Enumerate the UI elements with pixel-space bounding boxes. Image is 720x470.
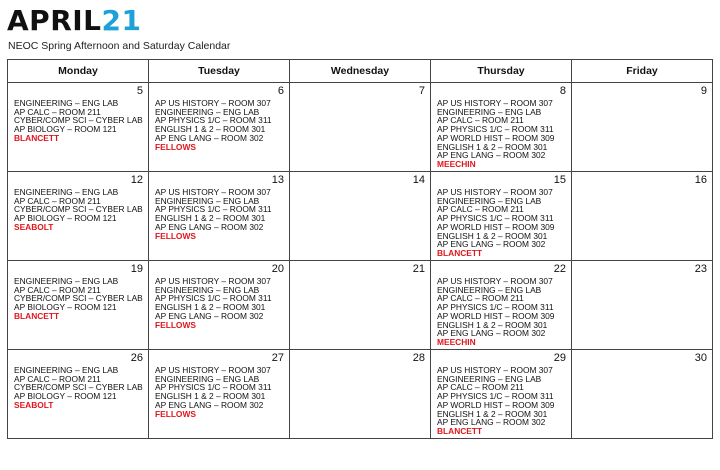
- class-entry: AP PHYSICS 1/C – ROOM 311: [437, 303, 554, 312]
- day-number: 6: [277, 85, 284, 97]
- class-entry: AP ENG LANG – ROOM 302: [155, 222, 264, 232]
- calendar-day-cell: [431, 350, 572, 439]
- teacher-name: FELLOWS: [155, 320, 196, 330]
- class-entry: AP US HISTORY – ROOM 307: [155, 277, 271, 286]
- class-entry: AP PHYSICS 1/C – ROOM 311: [437, 392, 554, 401]
- class-entry: AP US HISTORY – ROOM 307: [155, 366, 271, 375]
- calendar-day-cell: [8, 350, 149, 439]
- class-entry: AP CALC – ROOM 211: [437, 383, 524, 393]
- weekday-header: Wednesday: [290, 60, 431, 83]
- class-entry: AP US HISTORY – ROOM 307: [155, 99, 271, 108]
- teacher-name: SEABOLT: [14, 400, 54, 410]
- calendar-day-cell: [149, 350, 290, 439]
- class-entry: AP US HISTORY – ROOM 307: [155, 188, 271, 197]
- teacher-name: BLANCETT: [14, 133, 60, 143]
- teacher-name: MEECHIN: [437, 159, 476, 169]
- class-entry: AP WORLD HIST – ROOM 309: [437, 133, 555, 143]
- class-list: [14, 188, 146, 232]
- class-entry: AP ENG LANG – ROOM 302: [155, 400, 264, 410]
- class-entry: ENGINEERING – ENG LAB: [14, 99, 119, 108]
- calendar-week-row: [8, 261, 713, 350]
- class-list: [155, 366, 287, 418]
- day-number: 8: [559, 85, 566, 97]
- day-number: 7: [418, 85, 425, 97]
- class-entry: ENGINEERING – ENG LAB: [14, 366, 119, 375]
- class-list: [14, 277, 146, 321]
- day-number: 29: [553, 352, 566, 364]
- class-entry: ENGINEERING – ENG LAB: [437, 285, 542, 295]
- class-entry: AP WORLD HIST – ROOM 309: [437, 222, 555, 232]
- day-number: 9: [700, 85, 707, 97]
- calendar-day-cell: [290, 83, 431, 172]
- calendar-week-row: [8, 350, 713, 439]
- class-entry: AP CALC – ROOM 211: [14, 374, 101, 384]
- teacher-name: BLANCETT: [437, 426, 483, 436]
- class-entry: ENGINEERING – ENG LAB: [155, 196, 260, 206]
- day-number: 19: [130, 263, 143, 275]
- page-title: [7, 4, 141, 38]
- class-entry: AP CALC – ROOM 211: [437, 294, 524, 304]
- class-entry: AP ENG LANG – ROOM 302: [155, 311, 264, 321]
- class-entry: AP CALC – ROOM 211: [437, 116, 524, 126]
- class-entry: CYBER/COMP SCI – CYBER LAB: [14, 383, 143, 393]
- class-entry: AP ENG LANG – ROOM 302: [437, 329, 546, 338]
- calendar-body: [8, 83, 713, 439]
- class-entry: AP BIOLOGY – ROOM 121: [14, 303, 117, 312]
- day-number: 21: [412, 263, 425, 275]
- calendar-day-cell: [149, 83, 290, 172]
- day-number: 23: [694, 263, 707, 275]
- class-entry: ENGLISH 1 & 2 – ROOM 301: [155, 125, 266, 134]
- class-entry: ENGLISH 1 & 2 – ROOM 301: [437, 231, 548, 241]
- class-entry: AP US HISTORY – ROOM 307: [437, 188, 553, 197]
- teacher-name: FELLOWS: [155, 142, 196, 152]
- class-entry: AP PHYSICS 1/C – ROOM 311: [437, 214, 554, 223]
- class-entry: ENGINEERING – ENG LAB: [14, 188, 119, 197]
- calendar-day-cell: [8, 83, 149, 172]
- class-entry: CYBER/COMP SCI – CYBER LAB: [14, 294, 143, 304]
- calendar-day-cell: [149, 261, 290, 350]
- class-list: [14, 99, 146, 143]
- day-number: 30: [694, 352, 707, 364]
- class-entry: AP PHYSICS 1/C – ROOM 311: [155, 383, 272, 393]
- class-entry: ENGLISH 1 & 2 – ROOM 301: [437, 320, 548, 330]
- class-entry: AP WORLD HIST – ROOM 309: [437, 400, 555, 410]
- class-entry: AP CALC – ROOM 211: [437, 205, 524, 215]
- calendar-day-cell: [572, 261, 713, 350]
- day-number: 14: [412, 174, 425, 186]
- class-list: [437, 277, 569, 347]
- page-subtitle: NEOC Spring Afternoon and Saturday Calendar: [8, 40, 231, 52]
- calendar-day-cell: [290, 172, 431, 261]
- calendar-day-cell: [431, 83, 572, 172]
- class-entry: AP US HISTORY – ROOM 307: [437, 99, 553, 108]
- calendar-day-cell: [8, 261, 149, 350]
- class-entry: AP US HISTORY – ROOM 307: [437, 366, 553, 375]
- teacher-name: BLANCETT: [14, 311, 60, 321]
- day-number: 15: [553, 174, 566, 186]
- calendar-day-cell: [290, 350, 431, 439]
- day-number: 28: [412, 352, 425, 364]
- class-entry: ENGLISH 1 & 2 – ROOM 301: [437, 142, 548, 152]
- title-year: 21: [101, 4, 142, 37]
- calendar-grid: [7, 59, 713, 439]
- class-entry: AP BIOLOGY – ROOM 121: [14, 125, 117, 134]
- calendar-day-cell: [572, 350, 713, 439]
- calendar-day-cell: [149, 172, 290, 261]
- class-list: [155, 188, 287, 240]
- class-entry: AP WORLD HIST – ROOM 309: [437, 311, 555, 321]
- teacher-name: SEABOLT: [14, 222, 54, 232]
- class-list: [14, 366, 146, 410]
- calendar-day-cell: [8, 172, 149, 261]
- day-number: 22: [553, 263, 566, 275]
- teacher-name: FELLOWS: [155, 409, 196, 419]
- class-entry: ENGINEERING – ENG LAB: [437, 374, 542, 384]
- class-entry: AP BIOLOGY – ROOM 121: [14, 214, 117, 223]
- class-entry: AP PHYSICS 1/C – ROOM 311: [155, 294, 272, 304]
- class-entry: AP ENG LANG – ROOM 302: [437, 151, 546, 160]
- class-list: [437, 188, 569, 258]
- weekday-header: Tuesday: [149, 60, 290, 83]
- calendar-week-row: [8, 172, 713, 261]
- class-entry: ENGLISH 1 & 2 – ROOM 301: [155, 303, 266, 312]
- class-entry: AP PHYSICS 1/C – ROOM 311: [155, 205, 272, 215]
- calendar-day-cell: [431, 261, 572, 350]
- class-list: [155, 277, 287, 329]
- class-entry: AP ENG LANG – ROOM 302: [437, 240, 546, 249]
- teacher-name: MEECHIN: [437, 337, 476, 347]
- day-number: 5: [136, 85, 143, 97]
- class-list: [155, 99, 287, 151]
- teacher-name: BLANCETT: [437, 248, 483, 258]
- class-list: [437, 99, 569, 169]
- class-entry: CYBER/COMP SCI – CYBER LAB: [14, 116, 143, 126]
- weekday-header: Monday: [8, 60, 149, 83]
- class-entry: CYBER/COMP SCI – CYBER LAB: [14, 205, 143, 215]
- class-entry: ENGLISH 1 & 2 – ROOM 301: [155, 392, 266, 401]
- calendar-day-cell: [431, 172, 572, 261]
- day-number: 20: [271, 263, 284, 275]
- class-entry: AP CALC – ROOM 211: [14, 107, 101, 117]
- weekday-header-row: [8, 60, 713, 83]
- class-entry: AP BIOLOGY – ROOM 121: [14, 392, 117, 401]
- class-entry: AP PHYSICS 1/C – ROOM 311: [155, 116, 272, 126]
- day-number: 13: [271, 174, 284, 186]
- class-entry: ENGINEERING – ENG LAB: [155, 107, 260, 117]
- day-number: 26: [130, 352, 143, 364]
- class-entry: AP CALC – ROOM 211: [14, 196, 101, 206]
- class-entry: ENGINEERING – ENG LAB: [437, 107, 542, 117]
- class-entry: ENGINEERING – ENG LAB: [14, 277, 119, 286]
- day-number: 27: [271, 352, 284, 364]
- calendar-day-cell: [290, 261, 431, 350]
- class-entry: ENGINEERING – ENG LAB: [155, 374, 260, 384]
- class-entry: ENGINEERING – ENG LAB: [155, 285, 260, 295]
- day-number: 16: [694, 174, 707, 186]
- class-list: [437, 366, 569, 436]
- day-number: 12: [130, 174, 143, 186]
- title-month: APRIL: [7, 4, 102, 37]
- calendar-week-row: [8, 83, 713, 172]
- class-entry: ENGINEERING – ENG LAB: [437, 196, 542, 206]
- calendar-day-cell: [572, 83, 713, 172]
- class-entry: AP CALC – ROOM 211: [14, 285, 101, 295]
- weekday-header: Thursday: [431, 60, 572, 83]
- class-entry: AP PHYSICS 1/C – ROOM 311: [437, 125, 554, 134]
- class-entry: AP ENG LANG – ROOM 302: [437, 418, 546, 427]
- weekday-header: Friday: [572, 60, 713, 83]
- class-entry: AP ENG LANG – ROOM 302: [155, 133, 264, 143]
- class-entry: AP US HISTORY – ROOM 307: [437, 277, 553, 286]
- calendar-day-cell: [572, 172, 713, 261]
- teacher-name: FELLOWS: [155, 231, 196, 241]
- class-entry: ENGLISH 1 & 2 – ROOM 301: [155, 214, 266, 223]
- class-entry: ENGLISH 1 & 2 – ROOM 301: [437, 409, 548, 419]
